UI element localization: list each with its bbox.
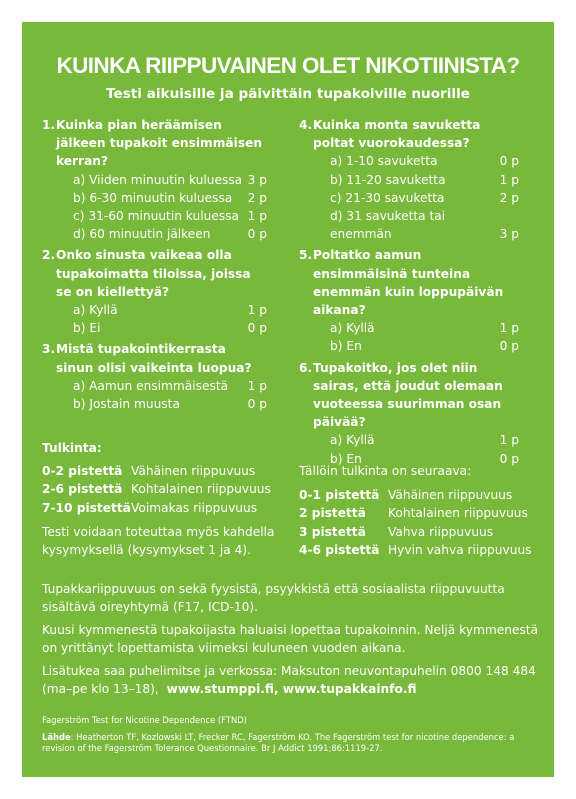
interpretation-row: 0-2 pistettä Vähäinen riippuvuus (42, 464, 256, 479)
question-5 (299, 246, 519, 355)
questions-left-column (42, 116, 267, 416)
answer-option: b) Jostain muusta 0 p (73, 397, 267, 412)
question-number: 1. (42, 118, 56, 132)
questions-right-column (299, 116, 519, 471)
answer-option: a) 1-10 savuketta 0 p (330, 154, 519, 169)
interpretation-right (299, 462, 549, 559)
question-text: Kuinka pian heräämisen jälkeen tupakoit ensimmäisen kerran? (56, 118, 263, 169)
website-links[interactable]: www.stumppi.fi, www.tupakkainfo.fi (166, 681, 417, 696)
question-number: 5. (299, 248, 313, 263)
question-text: Tupakoitko, jos olet niin sairas, että joudut olemaan vuoteessa suurimman osan päivää? (313, 360, 503, 430)
answer-option: d) 60 minuutin jälkeen 0 p (73, 227, 267, 242)
info-paragraph: Kuusi kymmenestä tupakoijasta haluaisi lopettaa tupakoinnin. Neljä kymmenestä on yrittänyt lopettamista viimeksi kuluneen vuoden aikana. (42, 623, 539, 655)
question-text: Poltatko aamun ensimmäisinä tunteina enemmän kuin loppupäivän aikana? (313, 248, 504, 318)
question-6 (299, 359, 519, 468)
test-name: Fagerström Test for Nicotine Dependence (FTND) (42, 715, 247, 725)
answer-option: a) Kyllä 1 p (330, 321, 519, 336)
answer-option: a) Viiden minuutin kuluessa 3 p (73, 172, 267, 187)
question-3 (42, 340, 267, 413)
interpretation-note: Testi voidaan toteuttaa myös kahdella kysymyksellä (kysymykset 1 ja 4). (42, 524, 275, 558)
interpretation-left (42, 439, 292, 559)
poster (22, 22, 554, 777)
question-text: Kuinka monta savuketta poltat vuorokaudessa? (313, 118, 481, 151)
interpretation-row: 2-6 pistettä Kohtalainen riippuvuus (42, 482, 271, 497)
question-text: Mistä tupakointikerrasta sinun olisi vaikeinta luopua? (56, 342, 252, 375)
answer-option: b) En 0 p (330, 339, 519, 354)
answer-option: b) 6-30 minuutin kuluessa 2 p (73, 190, 267, 205)
info-section (42, 581, 542, 704)
poster-subtitle: Testi aikuisille ja päivittäin tupakoiville nuorille (106, 86, 470, 102)
info-paragraph: Tupakkariippuvuus on sekä fyysistä, psyykkistä että sosiaalista riippuvuutta sisältävä oireyhtymä (F17, ICD-10). (42, 582, 505, 614)
poster-title: KUINKA RIIPPUVAINEN OLET NIKOTIINISTA? (56, 53, 520, 78)
answer-option: a) Kyllä 1 p (73, 303, 267, 318)
interpretation-row: 7-10 pistettä Voimakas riippuvuus (42, 500, 258, 515)
question-4 (299, 116, 519, 243)
answer-option: d) 31 savuketta tai enemmän 3 p (330, 209, 519, 242)
interpretation-row: 2 pistettä Kohtalainen riippuvuus (299, 506, 528, 521)
source-reference: Lähde: Heatherton TF, Kozlowski LT, Frecker RC, Fagerström KO. The Fagerström test for nicotine dependence: a revision of the Fagerström Tolerance Questionnaire. Br J Addict 1991;86:1119-27. (42, 732, 515, 753)
question-1 (42, 116, 267, 243)
question-text: Onko sinusta vaikeaa olla tupakoimatta tiloissa, joissa se on kiellettyä? (56, 248, 251, 299)
question-number: 2. (42, 248, 56, 263)
interpretation-heading: Tällöin tulkinta on seuraava: (299, 464, 472, 478)
interpretation-row: 0-1 pistettä Vähäinen riippuvuus (299, 488, 513, 503)
answer-option: b) 11-20 savuketta 1 p (330, 172, 519, 187)
answer-option: b) En 0 p (330, 451, 519, 466)
interpretation-heading: Tulkinta: (42, 441, 102, 455)
question-2 (42, 246, 267, 337)
interpretation-row: 4-6 pistettä Hyvin vahva riippuvuus (299, 542, 532, 557)
question-number: 6. (299, 360, 313, 375)
answer-option: a) Aamun ensimmäisestä 1 p (73, 378, 267, 393)
source-section (42, 715, 547, 760)
answer-option: a) Kyllä 1 p (330, 433, 519, 448)
answer-option: b) Ei 0 p (73, 321, 267, 336)
answer-option: c) 21-30 savuketta 2 p (330, 190, 519, 205)
question-number: 3. (42, 342, 56, 357)
info-paragraph: Lisätukea saa puhelimitse ja verkossa: Maksuton neuvontapuhelin 0800 148 484 (ma–pe klo 13–18), www.stumppi.fi, www.tupakkainfo.fi (42, 664, 536, 696)
question-number: 4. (299, 118, 313, 132)
interpretation-row: 3 pistettä Vahva riippuvuus (299, 524, 494, 539)
answer-option: c) 31-60 minuutin kuluessa 1 p (73, 209, 267, 224)
